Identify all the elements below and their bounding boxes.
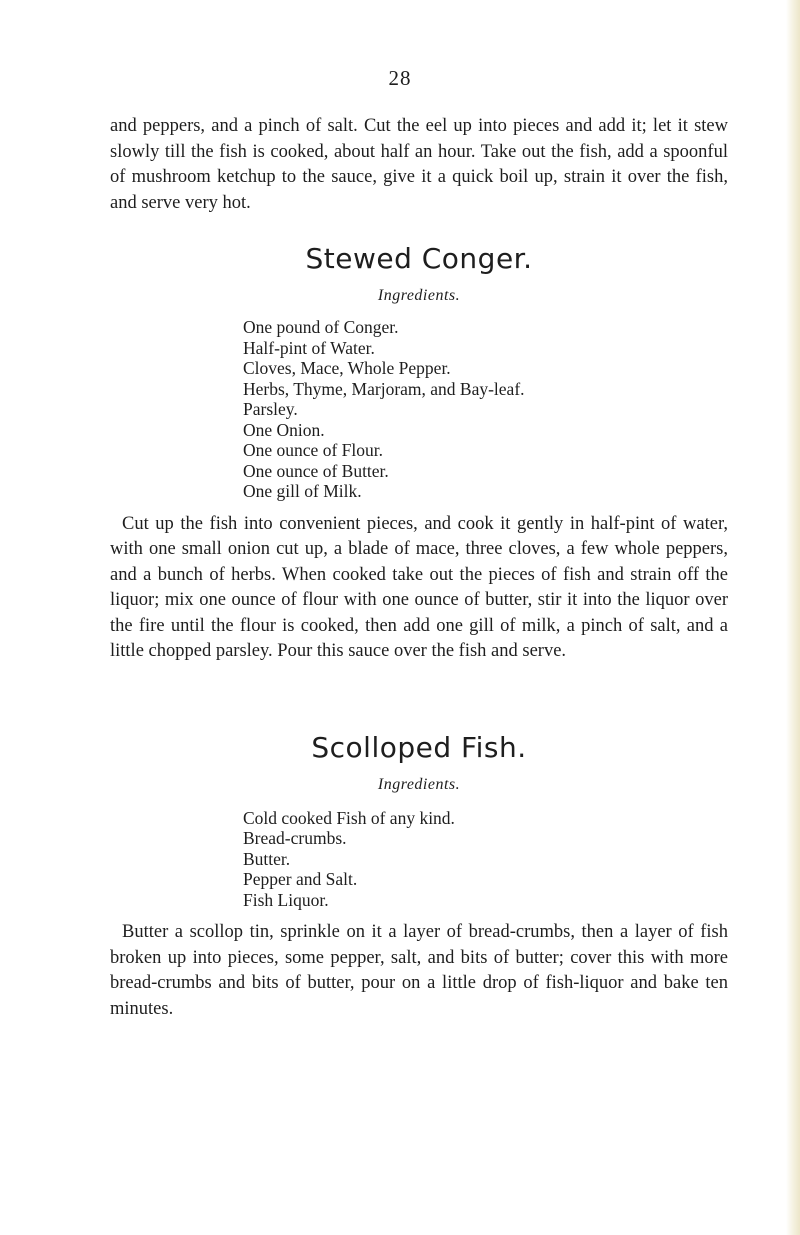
ingredient-item: Parsley. (243, 399, 298, 419)
ingredient-item: Half-pint of Water. (243, 337, 375, 358)
page-content (110, 114, 728, 1022)
page-number: 28 (388, 66, 412, 90)
ingredients-heading: Ingredients. (377, 775, 461, 793)
ingredient-item: One gill of Milk. (243, 481, 362, 501)
ingredient-item: Bread-crumbs. (243, 828, 347, 848)
ingredient-item: One pound of Conger. (243, 317, 399, 337)
ingredient-item: Pepper and Salt. (243, 869, 358, 889)
recipe-title: Scolloped Fish. (311, 730, 527, 764)
ingredient-item: One Onion. (243, 419, 325, 440)
ingredient-item: Cloves, Mace, Whole Pepper. (243, 358, 451, 378)
ingredient-item: Cold cooked Fish of any kind. (243, 807, 455, 828)
ingredient-item: One ounce of Butter. (243, 460, 389, 481)
ingredient-item: Herbs, Thyme, Marjoram, and Bay-leaf. (243, 378, 525, 399)
recipe-method: Cut up the fish into convenient pieces, and cook it gently in half-pint of water, with one small onion cut up, a blade of mace, three cloves, a few whole peppers, and a bunch of herbs. When cooked take out the pieces of fish and strain off the liquor; mix one ounce of flour with one ounce of butter, stir it into the liquor over the fire until the flour is cooked, then add one gill of milk, a pinch of salt, and a little chopped parsley. Pour this sauce over the fish and serve. (110, 513, 728, 661)
recipe-stewed-conger (110, 242, 728, 665)
ingredient-list (110, 317, 728, 502)
recipe-title: Stewed Conger. (305, 242, 533, 275)
ingredient-list (110, 808, 728, 911)
recipe-scolloped-fish (110, 731, 728, 1023)
opening-paragraph: and peppers, and a pinch of salt. Cut the eel up into pieces and add it; let it stew slowly till the fish is cooked, about half an hour. Take out the fish, add a spoonful of mushroom ketchup to the sauce, give it a quick boil up, strain it over the fish, and serve very hot. (110, 116, 728, 213)
ingredient-item: Butter. (243, 848, 291, 869)
page-edge-shading (786, 0, 800, 1235)
ingredient-item: One ounce of Flour. (243, 440, 383, 460)
ingredient-item: Fish Liquor. (243, 889, 329, 910)
recipe-method: Butter a scollop tin, sprinkle on it a layer of bread-crumbs, then a layer of fish broken up into pieces, some pepper, salt, and bits of butter; cover this with more bread-crumbs and bits of butter, pour on a little drop of fish-liquor and bake ten minutes. (110, 922, 728, 1019)
ingredients-heading: Ingredients. (377, 287, 461, 304)
